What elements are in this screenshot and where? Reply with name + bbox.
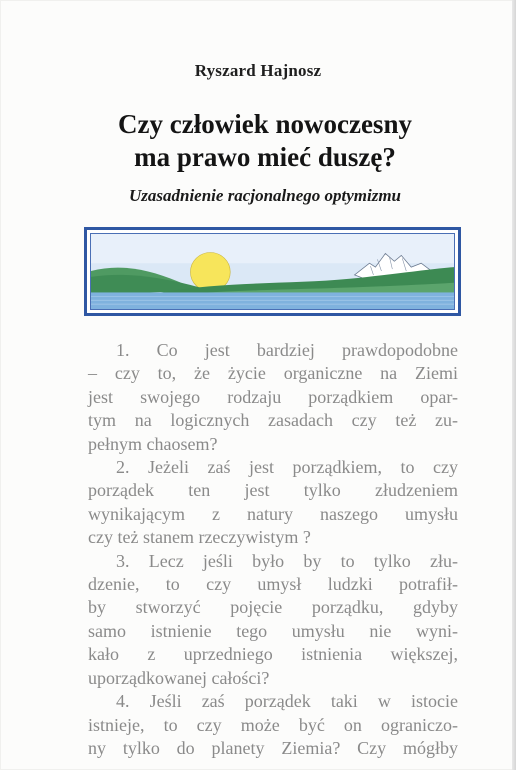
text-line: porządek ten jest tylko złudzeniem <box>88 480 458 501</box>
text-line: czy też stanem rzeczywistym ? <box>88 527 311 548</box>
author-name: Ryszard Hajnosz <box>194 61 322 80</box>
cover-illustration <box>84 227 461 316</box>
question-paragraph-2 <box>88 456 458 550</box>
text-line: samo istnienie tego umysłu nie wyni- <box>88 620 458 641</box>
question-paragraph-3 <box>88 550 458 690</box>
book-title-line-2: ma prawo mieć duszę? <box>134 142 396 172</box>
text-line: dzenie, to czy umysł ludzki potrafił- <box>88 574 458 595</box>
text-line: ny tylko do planety Ziemia? Czy mógłby <box>88 737 458 758</box>
text-line: uporządkowanej całości? <box>88 667 270 688</box>
text-line: kało z uprzedniego istnienia większej, <box>88 644 458 665</box>
text-line: wynikającym z natury naszego umysłu <box>88 503 458 524</box>
text-line: 1. Co jest bardziej prawdopodobne <box>116 340 458 360</box>
text-line: jest swojego rodzaju porządkiem opar- <box>88 386 458 407</box>
text-line: by stworzyć pojęcie porządku, gdyby <box>88 597 458 618</box>
book-subtitle: Uzasadnienie racjonalnego optymizmu <box>128 186 402 205</box>
landscape-sun-mountains-icon <box>91 234 454 309</box>
text-line: istnieje, to czy może być on ograniczo- <box>88 714 458 735</box>
text-line: 4. Jeśli zaś porządek taki w istocie <box>116 691 458 712</box>
book-title <box>0 108 516 174</box>
question-paragraph-4 <box>88 690 458 760</box>
text-line: 3. Lecz jeśli było by to tylko złu- <box>116 550 458 571</box>
illustration-inner-frame <box>90 233 455 310</box>
question-paragraph-1 <box>88 339 458 456</box>
book-title-line-1: Czy człowiek nowoczesny <box>118 109 412 139</box>
back-cover-text <box>88 339 458 760</box>
text-line: tym na logicznych zasadach czy też zu- <box>88 410 458 431</box>
text-line: 2. Jeżeli zaś jest porządkiem, to czy <box>116 457 458 478</box>
water-icon <box>91 292 454 309</box>
text-line: – czy to, że życie organiczne na Ziemi <box>88 363 458 384</box>
text-line: pełnym chaosem? <box>88 433 218 454</box>
